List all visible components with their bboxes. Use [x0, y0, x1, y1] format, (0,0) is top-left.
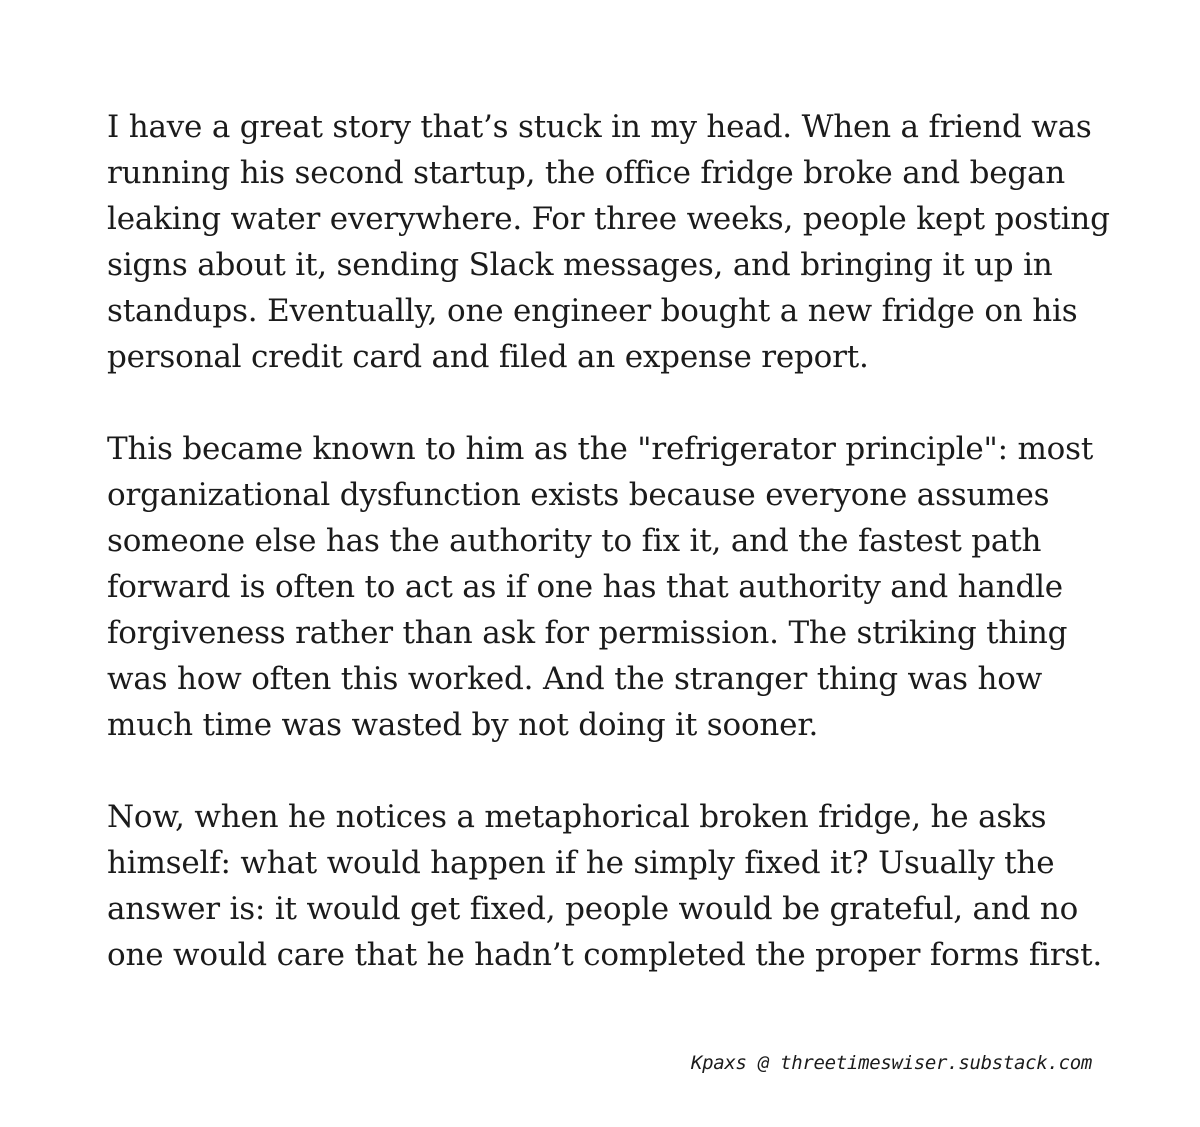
paragraph-2	[107, 426, 1107, 748]
paragraph-line: answer is: it would get fixed, people would be grateful, and no	[107, 891, 1079, 927]
paragraph-3	[107, 794, 1107, 978]
paragraph-line: This became known to him as the "refrigerator principle": most	[107, 431, 1094, 467]
paragraph-line: forward is often to act as if one has that authority and handle	[107, 569, 1063, 605]
paragraph-line: himself: what would happen if he simply fixed it? Usually the	[107, 845, 1055, 881]
paragraph-line: personal credit card and filed an expense report.	[107, 339, 869, 375]
paragraph-1	[107, 104, 1110, 380]
paragraph-line: leaking water everywhere. For three weeks, people kept posting	[107, 201, 1110, 237]
paragraph-line: I have a great story that’s stuck in my head. When a friend was	[107, 109, 1092, 145]
paragraph-line: one would care that he hadn’t completed the proper forms first.	[107, 937, 1103, 973]
paragraph-line: running his second startup, the office fridge broke and began	[107, 155, 1066, 191]
paragraph-line: forgiveness rather than ask for permission. The striking thing	[107, 615, 1068, 651]
paragraph-line: standups. Eventually, one engineer bought a new fridge on his	[107, 293, 1078, 329]
paragraph-line: Now, when he notices a metaphorical broken fridge, he asks	[107, 799, 1047, 835]
paragraph-line: someone else has the authority to fix it, and the fastest path	[107, 523, 1042, 559]
paragraph-line: organizational dysfunction exists because everyone assumes	[107, 477, 1050, 513]
paragraph-line: much time was wasted by not doing it sooner.	[107, 707, 819, 743]
paragraph-line: signs about it, sending Slack messages, and bringing it up in	[107, 247, 1053, 283]
paragraph-line: was how often this worked. And the stranger thing was how	[107, 661, 1043, 697]
author-signature: Kpaxs @ threetimeswiser.substack.com	[690, 1052, 1092, 1074]
article-body	[107, 104, 1110, 1024]
